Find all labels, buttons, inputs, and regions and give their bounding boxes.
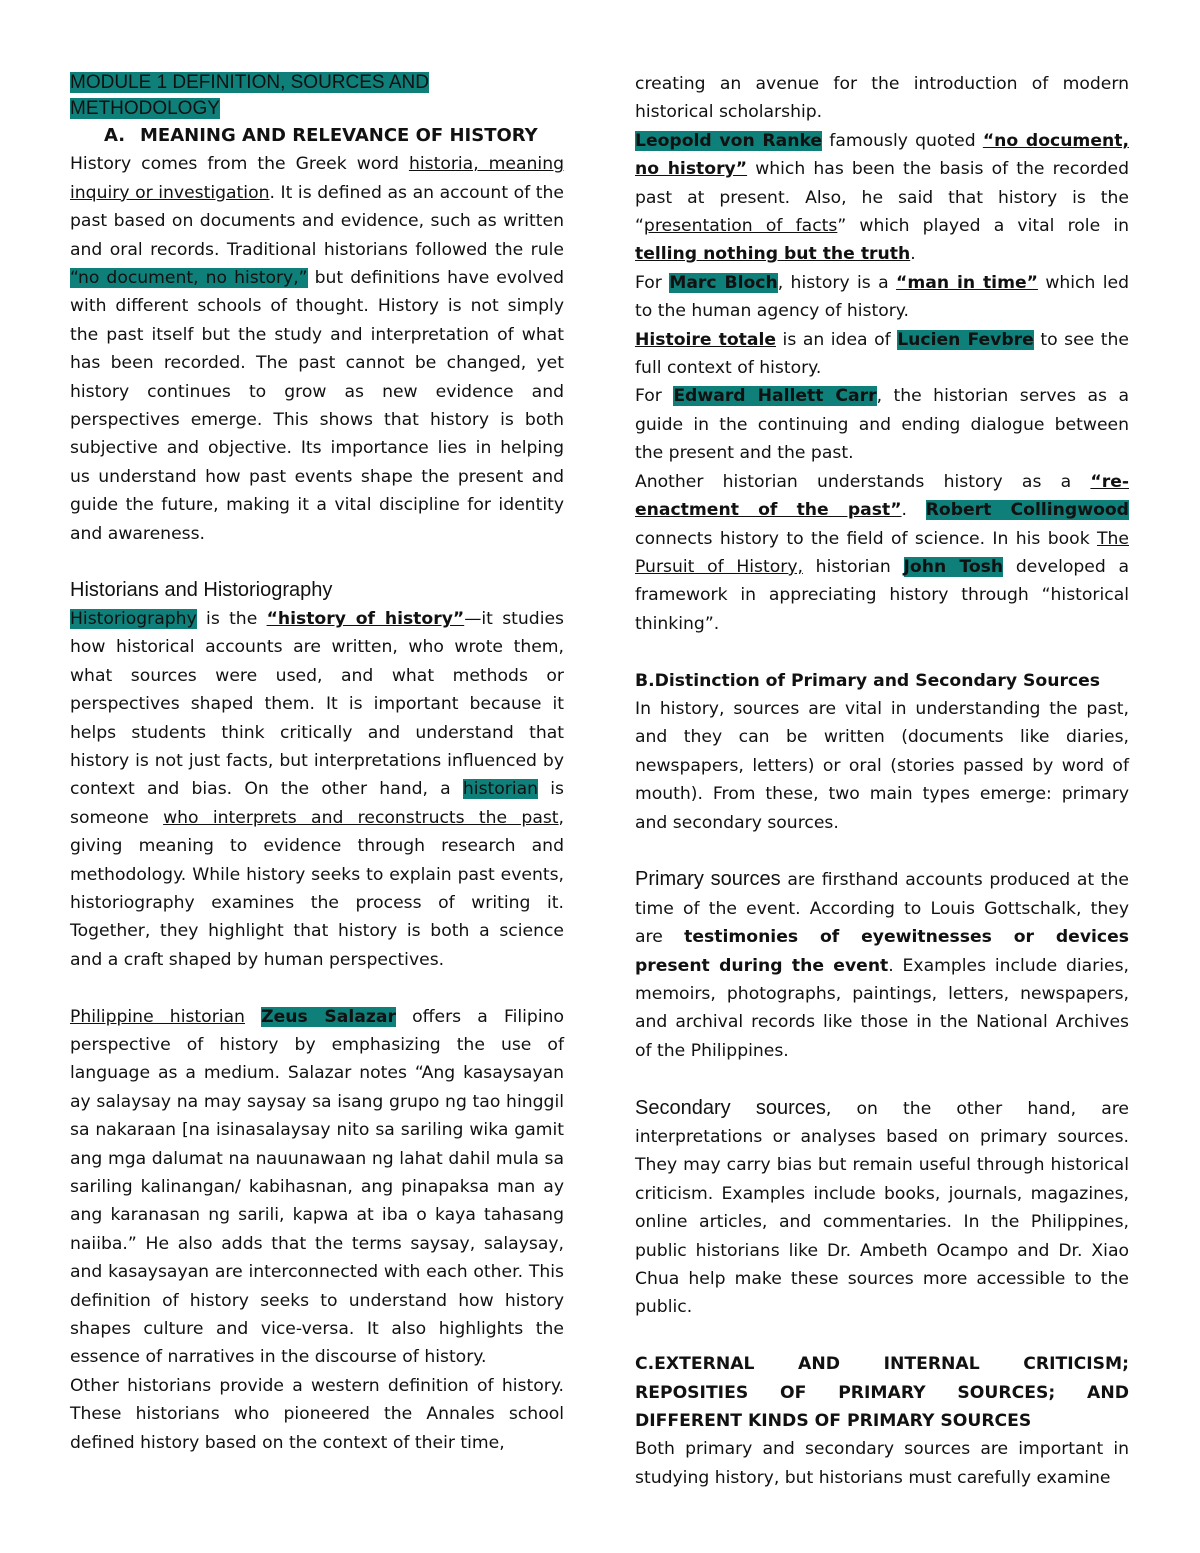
paragraph: Primary sources are firsthand accounts produced at the time of the event. According to Louis Gottschalk, they are testimonies of eyewitnesses or devices present during the event. Examples include diaries, memoirs, photographs, paintings, letters, newspapers, and archival records like those in the National Archives of the Philippines. <box>635 868 1129 1061</box>
paragraph: Histoire totale is an idea of Lucien Fevbre to see the full context of history. <box>635 329 1129 379</box>
paragraph: Other historians provide a western definition of history. These historians who pioneered the Annales school defined history based on the context of their time, <box>70 1375 564 1453</box>
right-column <box>635 70 1129 1492</box>
paragraph: creating an avenue for the introduction of modern historical scholarship. <box>635 74 1129 123</box>
paragraph: Secondary sources, on the other hand, are interpretations or analyses based on primary sources. They may carry bias but remain useful through historical criticism. Examples include books, journals, magazines, online articles, and commentaries. In the Philippines, public historians like Dr. Ambeth Ocampo and Dr. Xiao Chua help make these sources more accessible to the public. <box>635 1096 1129 1318</box>
section-b-heading: B.Distinction of Primary and Secondary Sources <box>635 670 1101 691</box>
paragraph: Leopold von Ranke famously quoted “no document, no history” which has been the basis of the recorded past at present. Also, he said that history is the “presentation of facts” which played a vital role in telling nothing but the truth. <box>635 130 1129 265</box>
section-c-heading: C.EXTERNAL AND INTERNAL CRITICISM; REPOSITIES OF PRIMARY SOURCES; AND DIFFERENT KINDS OF PRIMARY SOURCES <box>635 1354 1129 1432</box>
paragraph: Historiography is the “history of history”—it studies how historical accounts are written, who wrote them, what sources were used, and what methods or perspectives shaped them. It is important because it helps students think critically and understand that history is not just facts, but interpretations influenced by context and bias. On the other hand, a historian is someone who interprets and reconstructs the past, giving meaning to evidence through research and methodology. While history seeks to explain past events, historiography examines the process of writing it. Together, they highlight that history is both a science and a craft shaped by human perspectives. <box>70 608 565 970</box>
paragraph: For Edward Hallett Carr, the historian serves as a guide in the continuing and ending dialogue between the present and the past. <box>635 386 1129 464</box>
paragraph: Philippine historian Zeus Salazar offers a Filipino perspective of history by emphasizing the use of language as a medium. Salazar notes “Ang kasaysayan ay salaysay na may saysay sa isang grupo ng tao hinggil sa nakaraan [na isinasalaysay nito sa sariling wika gamit ang mga dalumat na nauunawaan ng lahat dahil mula sa sariling kalinangan/ kabihasnan, ang pinapaksa man ay ang karanasan ng sarili, kapwa at iba o kaya tahasang naiiba.” He also adds that the terms saysay, salaysay, and kasaysayan are interconnected with each other. This definition of history seeks to understand how history shapes culture and vice-versa. It also highlights the essence of narratives in the discourse of history. <box>70 1006 565 1368</box>
module-title: MODULE 1 DEFINITION, SOURCES AND METHODOLOGY <box>70 72 429 119</box>
left-column <box>70 70 564 1457</box>
paragraph: For Marc Bloch, history is a “man in time” which led to the human agency of history. <box>635 272 1130 322</box>
paragraph: Both primary and secondary sources are important in studying history, but historians must carefully examine <box>635 1439 1129 1488</box>
section-a-heading: A. MEANING AND RELEVANCE OF HISTORY <box>104 125 538 146</box>
paragraph: History comes from the Greek word historia, meaning inquiry or investigation. It is defined as an account of the past based on documents and evidence, such as written and oral records. Traditional historians followed the rule “no document, no history,” but definitions have evolved with different schools of thought. History is not simply the past itself but the study and interpretation of what has been recorded. The past cannot be changed, yet history continues to grow as new evidence and perspectives emerge. This shows that history is both subjective and objective. Its importance lies in helping us understand how past events shape the present and guide the future, making it a vital discipline for identity and awareness. <box>70 154 564 544</box>
paragraph: In history, sources are vital in understanding the past, and they can be written (documents like diaries, newspapers, letters) or oral (stories passed by word of mouth). From these, two main types emerge: primary and secondary sources. <box>635 698 1129 833</box>
historians-heading: Historians and Historiography <box>70 579 333 602</box>
paragraph: Another historian understands history as a “re-enactment of the past”. Robert Collingwood connects history to the field of science. In his book The Pursuit of History, historian John Tosh developed a framework in appreciating history through “historical thinking”. <box>635 471 1130 634</box>
